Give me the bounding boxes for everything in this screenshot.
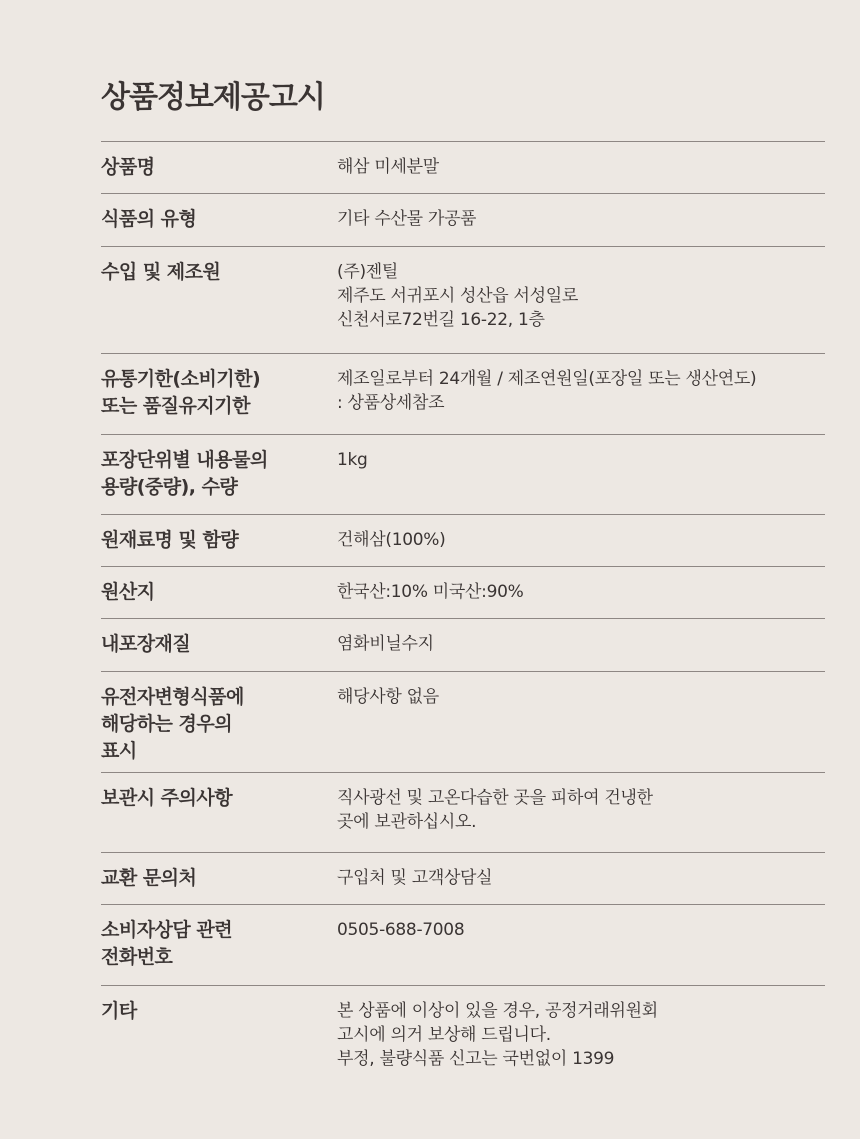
row-label: 원산지 — [101, 581, 155, 603]
row-value: 건해삼(100%) — [337, 530, 446, 550]
row-label: 보관시 주의사항 — [101, 787, 233, 809]
row-label: 교환 문의처 — [101, 867, 197, 889]
row-value: 본 상품에 이상이 있을 경우, 공정거래위원회 고시에 의거 보상해 드립니다. 부정, 불량식품 신고는 국번없이 1399 — [337, 1001, 658, 1069]
table-row-storage — [101, 772, 825, 852]
row-value: 한국산:10% 미국산:90% — [337, 582, 524, 602]
row-label: 포장단위별 내용물의 용량(중량), 수량 — [101, 449, 268, 498]
row-value: 해삼 미세분말 — [337, 157, 439, 177]
table-row-phone — [101, 904, 825, 985]
row-value: 기타 수산물 가공품 — [337, 209, 477, 229]
table-row-ingredients — [101, 514, 825, 566]
page-title: 상품정보제공고시 — [101, 80, 325, 115]
table-row-packaging — [101, 618, 825, 671]
table-row-origin — [101, 566, 825, 618]
table-row-food-type — [101, 193, 825, 246]
table-row-product-name — [101, 141, 825, 193]
table-row-gmo — [101, 671, 825, 772]
table-row-manufacturer — [101, 246, 825, 353]
row-label: 수입 및 제조원 — [101, 261, 221, 283]
row-value: (주)젠틸 제주도 서귀포시 성산읍 서성일로 신천서로72번길 16-22, 1층 — [337, 262, 579, 330]
row-value: 1kg — [337, 450, 368, 470]
product-info-table — [101, 141, 825, 1095]
row-label: 원재료명 및 함량 — [101, 529, 239, 551]
row-label: 소비자상담 관련 전화번호 — [101, 919, 233, 968]
row-value: 0505-688-7008 — [337, 920, 465, 940]
row-value: 구입처 및 고객상담실 — [337, 868, 493, 888]
row-label: 내포장재질 — [101, 633, 191, 655]
row-label: 유통기한(소비기한) 또는 품질유지기한 — [101, 368, 261, 417]
table-row-etc — [101, 985, 825, 1095]
table-row-exchange — [101, 852, 825, 904]
table-row-capacity — [101, 434, 825, 514]
row-label: 식품의 유형 — [101, 208, 197, 230]
table-row-expiration — [101, 353, 825, 434]
row-value: 해당사항 없음 — [337, 687, 439, 707]
row-label: 유전자변형식품에 해당하는 경우의 표시 — [101, 686, 244, 762]
row-label: 기타 — [101, 1000, 137, 1022]
row-value: 직사광선 및 고온다습한 곳을 피하여 건냉한 곳에 보관하십시오. — [337, 788, 653, 832]
row-value: 제조일로부터 24개월 / 제조연원일(포장일 또는 생산연도) : 상품상세참조 — [337, 369, 757, 413]
row-value: 염화비닐수지 — [337, 634, 434, 654]
row-label: 상품명 — [101, 156, 155, 178]
